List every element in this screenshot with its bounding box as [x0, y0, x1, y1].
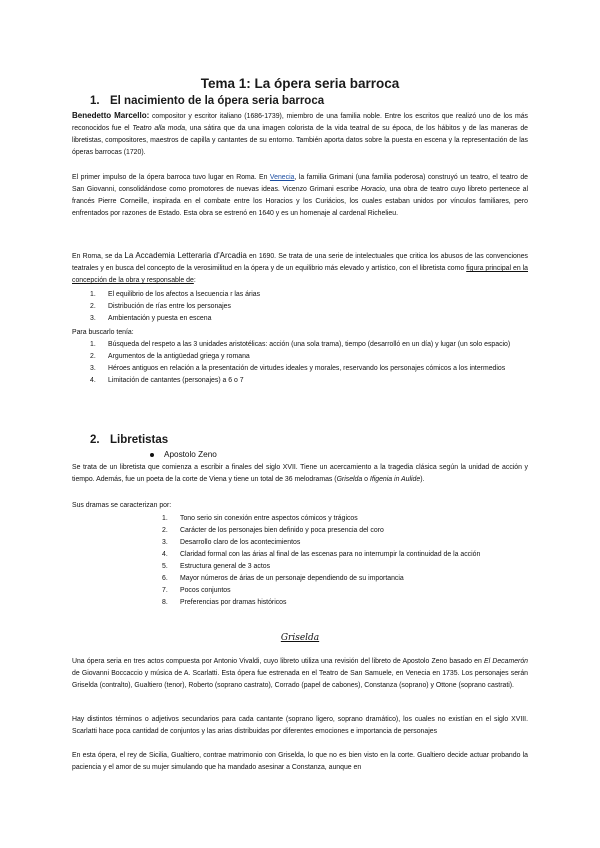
- list-item: [72, 573, 528, 585]
- section-1-heading-text: El nacimiento de la ópera seria barroca: [110, 95, 325, 107]
- section-1-number: 1.: [90, 95, 100, 107]
- marcello-text-b: , una sátira que da una imagen colorista de la vida teatral de su época, de los hábitos y de las maneras de libretistas, compositores, maestros de capilla y cantantes de su entorno. También aporta datos sobre la puesta en escena y la representación de las óperas barrocas (1720).: [72, 125, 528, 156]
- bullet-text: Apostolo Zeno: [164, 450, 217, 459]
- teatro-alla-moda-title: Teatro alla moda: [132, 125, 186, 132]
- venecia-text-a: El primer impulso de la ópera barroca tuvo lugar en Roma. En: [72, 174, 270, 181]
- list-number: 3.: [90, 315, 96, 322]
- paragraph-griselda-2: Hay distintos términos o adjetivos secundarios para cada cantante (soprano ligero, soprano dramático), los cuales no existían en el siglo XVIII. Scarlatti hace poca cantidad de conjuntos y las arias distribuidas por diferentes emociones e importancia de personajes: [72, 716, 528, 735]
- list-item: [72, 363, 528, 375]
- list-number: 3.: [90, 365, 96, 372]
- list-item: [72, 301, 528, 313]
- para-buscarlo: Para buscarlo tenía:: [72, 329, 134, 336]
- list-item: [72, 513, 528, 525]
- paragraph-griselda-3: En esta ópera, el rey de Sicilia, Gualtiero, contrae matrimonio con Griselda, lo que no es bien visto en la corte. Gualtiero decide actuar probando la paciencia y el amor de su mujer simulando que ha mandado asesinar a Constanza, aunque en: [72, 752, 528, 771]
- ifigenia-title: Ifigenia in Aulide: [369, 476, 421, 483]
- list-text: Limitación de cantantes (personajes) a 6 o 7: [108, 377, 244, 384]
- arcadia-lead: La Accademia Letteraria d'Arcadia: [124, 251, 247, 260]
- list-text: Desarrollo claro de los acontecimientos: [180, 539, 301, 546]
- list-libretista-responsabilidades: [72, 289, 528, 325]
- list-number: 4.: [90, 377, 96, 384]
- list-text: El equilibrio de los afectos a lsecuencia r las árias: [108, 291, 261, 298]
- venecia-text-b: , la familia Grimani (una familia poderosa) construyó un teatro, el teatro de San Giovanni, consolidándose como promotores de nuevas ideas. Vicenzo Grimani escribe: [72, 174, 528, 193]
- list-number: 1.: [162, 515, 168, 522]
- list-number: 2.: [90, 353, 96, 360]
- venecia-link[interactable]: Venecia: [269, 174, 295, 181]
- list-item: [72, 289, 528, 301]
- marcello-text-a: compositor y escritor italiano (1686-1739), miembro de una familia noble. Entre los escritos que realizó uno de los más reconocidos fue el: [72, 113, 528, 132]
- list-text: Héroes antiguos en relación a la presentación de virtudes ideales y morales, reservando los personajes cómicos a los intermedios: [108, 365, 506, 372]
- list-number: 2.: [90, 303, 96, 310]
- zeno-text-c: ).: [420, 476, 425, 483]
- list-dramas-caracteristicas: [72, 513, 528, 609]
- list-text: Distribución de rías entre los personajes: [108, 303, 231, 310]
- list-text: Ambientación y puesta en escena: [108, 315, 212, 322]
- list-item: [72, 339, 528, 351]
- griselda-text-a: Una ópera seria en tres actos compuesta por Antonio Vivaldi, cuyo libreto utiliza una revisión del libreto de Apostolo Zeno basado en: [72, 658, 485, 665]
- list-number: 6.: [162, 575, 168, 582]
- horacio-title: Horacio: [361, 186, 385, 193]
- list-item: [72, 561, 528, 573]
- list-text: Tono serio sin conexión entre aspectos cómicos y trágicos: [180, 515, 358, 522]
- griselda-text-b: de Giovanni Boccaccio y música de A. Scarlatti. Esta ópera fue estrenada en el Teatro de San Samuele, en Venecia en 1735. Los personajes serán Griselda (contralto), Gualtiero (tenor), Roberto (soprano castrato), Corrado (papel de cabones), Constanza (soprano) y Ottone (soprano castrati).: [72, 670, 528, 689]
- sus-dramas-label: Sus dramas se caracterizan por:: [72, 502, 172, 509]
- list-text: Estructura general de 3 actos: [180, 563, 271, 570]
- page-title: Tema 1: La ópera seria barroca: [200, 76, 400, 91]
- arcadia-text-c: :: [193, 277, 196, 284]
- list-text: Argumentos de la antigüedad griega y romana: [108, 353, 250, 360]
- list-item: [72, 549, 528, 561]
- list-item: [72, 525, 528, 537]
- list-text: Mayor números de árias de un personaje dependiendo de su importancia: [180, 575, 404, 582]
- arcadia-text-a: En Roma, se da: [72, 253, 125, 260]
- bullet-apostolo-zeno: [150, 450, 217, 459]
- list-buscarlo: [72, 339, 528, 387]
- list-number: 5.: [162, 563, 168, 570]
- section-1-heading: [90, 95, 324, 107]
- zeno-text-a: Se trata de un libretista que comienza a escribir a finales del siglo XVII. Tiene un acercamiento a la tragedia clásica según la unidad de acción y tiempo. Además, fue un poeta de la corte de Viena y tiene un total de 36 melodramas (: [72, 464, 528, 483]
- bullet-dot-icon: [150, 453, 154, 457]
- griselda-subtitle: Griselda: [280, 633, 320, 643]
- list-number: 4.: [162, 551, 168, 558]
- paragraph-griselda-1: [72, 656, 528, 692]
- list-item: [72, 375, 528, 387]
- list-number: 1.: [90, 341, 96, 348]
- list-item: [72, 313, 528, 325]
- section-2-heading: [90, 434, 168, 446]
- list-item: [72, 585, 528, 597]
- arcadia-text-b: en 1690. Se trata de una serie de intelectuales que critica los abusos de las convenciones teatrales y en busca del concepto de la verosimilitud en la ópera y de un equilibrio más elevado y artístico, con el libretista como: [72, 253, 528, 272]
- list-item: [72, 537, 528, 549]
- list-text: Carácter de los personajes bien definido y poca presencia del coro: [180, 527, 384, 534]
- griselda-title: Griselda: [336, 476, 363, 483]
- list-number: 2.: [162, 527, 168, 534]
- zeno-text-b: o: [362, 476, 370, 483]
- list-number: 7.: [162, 587, 168, 594]
- section-2-number: 2.: [90, 434, 100, 446]
- venecia-text-c: , una obra de teatro cuyo libreto pertenece al francés Pierre Corneille, inspirada en el combate entre los Horacios y los Curiácios, los cuales estaban unidos por vínculos familiares, pero enfrentados por razones de Estado. Esta obra se estrenó en 1640 y es un homenaje al cardenal Richelieu.: [72, 186, 528, 217]
- decameron-title: El Decamerón: [484, 658, 528, 665]
- paragraph-zeno: [72, 462, 528, 486]
- list-text: Claridad formal con las árias al final de las escenas para no interrumpir la continuidad de la acción: [180, 551, 481, 558]
- list-text: Búsqueda del respeto a las 3 unidades aristotélicas: acción (una sola trama), tiempo (desarrolló en un día) y lugar (un solo espacio): [108, 341, 511, 348]
- list-text: Pocos conjuntos: [180, 587, 231, 594]
- list-number: 1.: [90, 291, 96, 298]
- list-item: [72, 351, 528, 363]
- paragraph-marcello: [72, 110, 528, 159]
- list-text: Preferencias por dramas históricos: [180, 599, 287, 606]
- arcadia-underline: figura principal en la concepción de la obra y responsable de: [72, 265, 529, 284]
- paragraph-arcadia: [72, 250, 528, 287]
- list-number: 8.: [162, 599, 168, 606]
- list-number: 3.: [162, 539, 168, 546]
- marcello-lead: Benedetto Marcello:: [72, 111, 150, 120]
- paragraph-venecia: [72, 172, 528, 220]
- section-2-heading-text: Libretistas: [110, 434, 169, 446]
- list-item: [72, 597, 528, 609]
